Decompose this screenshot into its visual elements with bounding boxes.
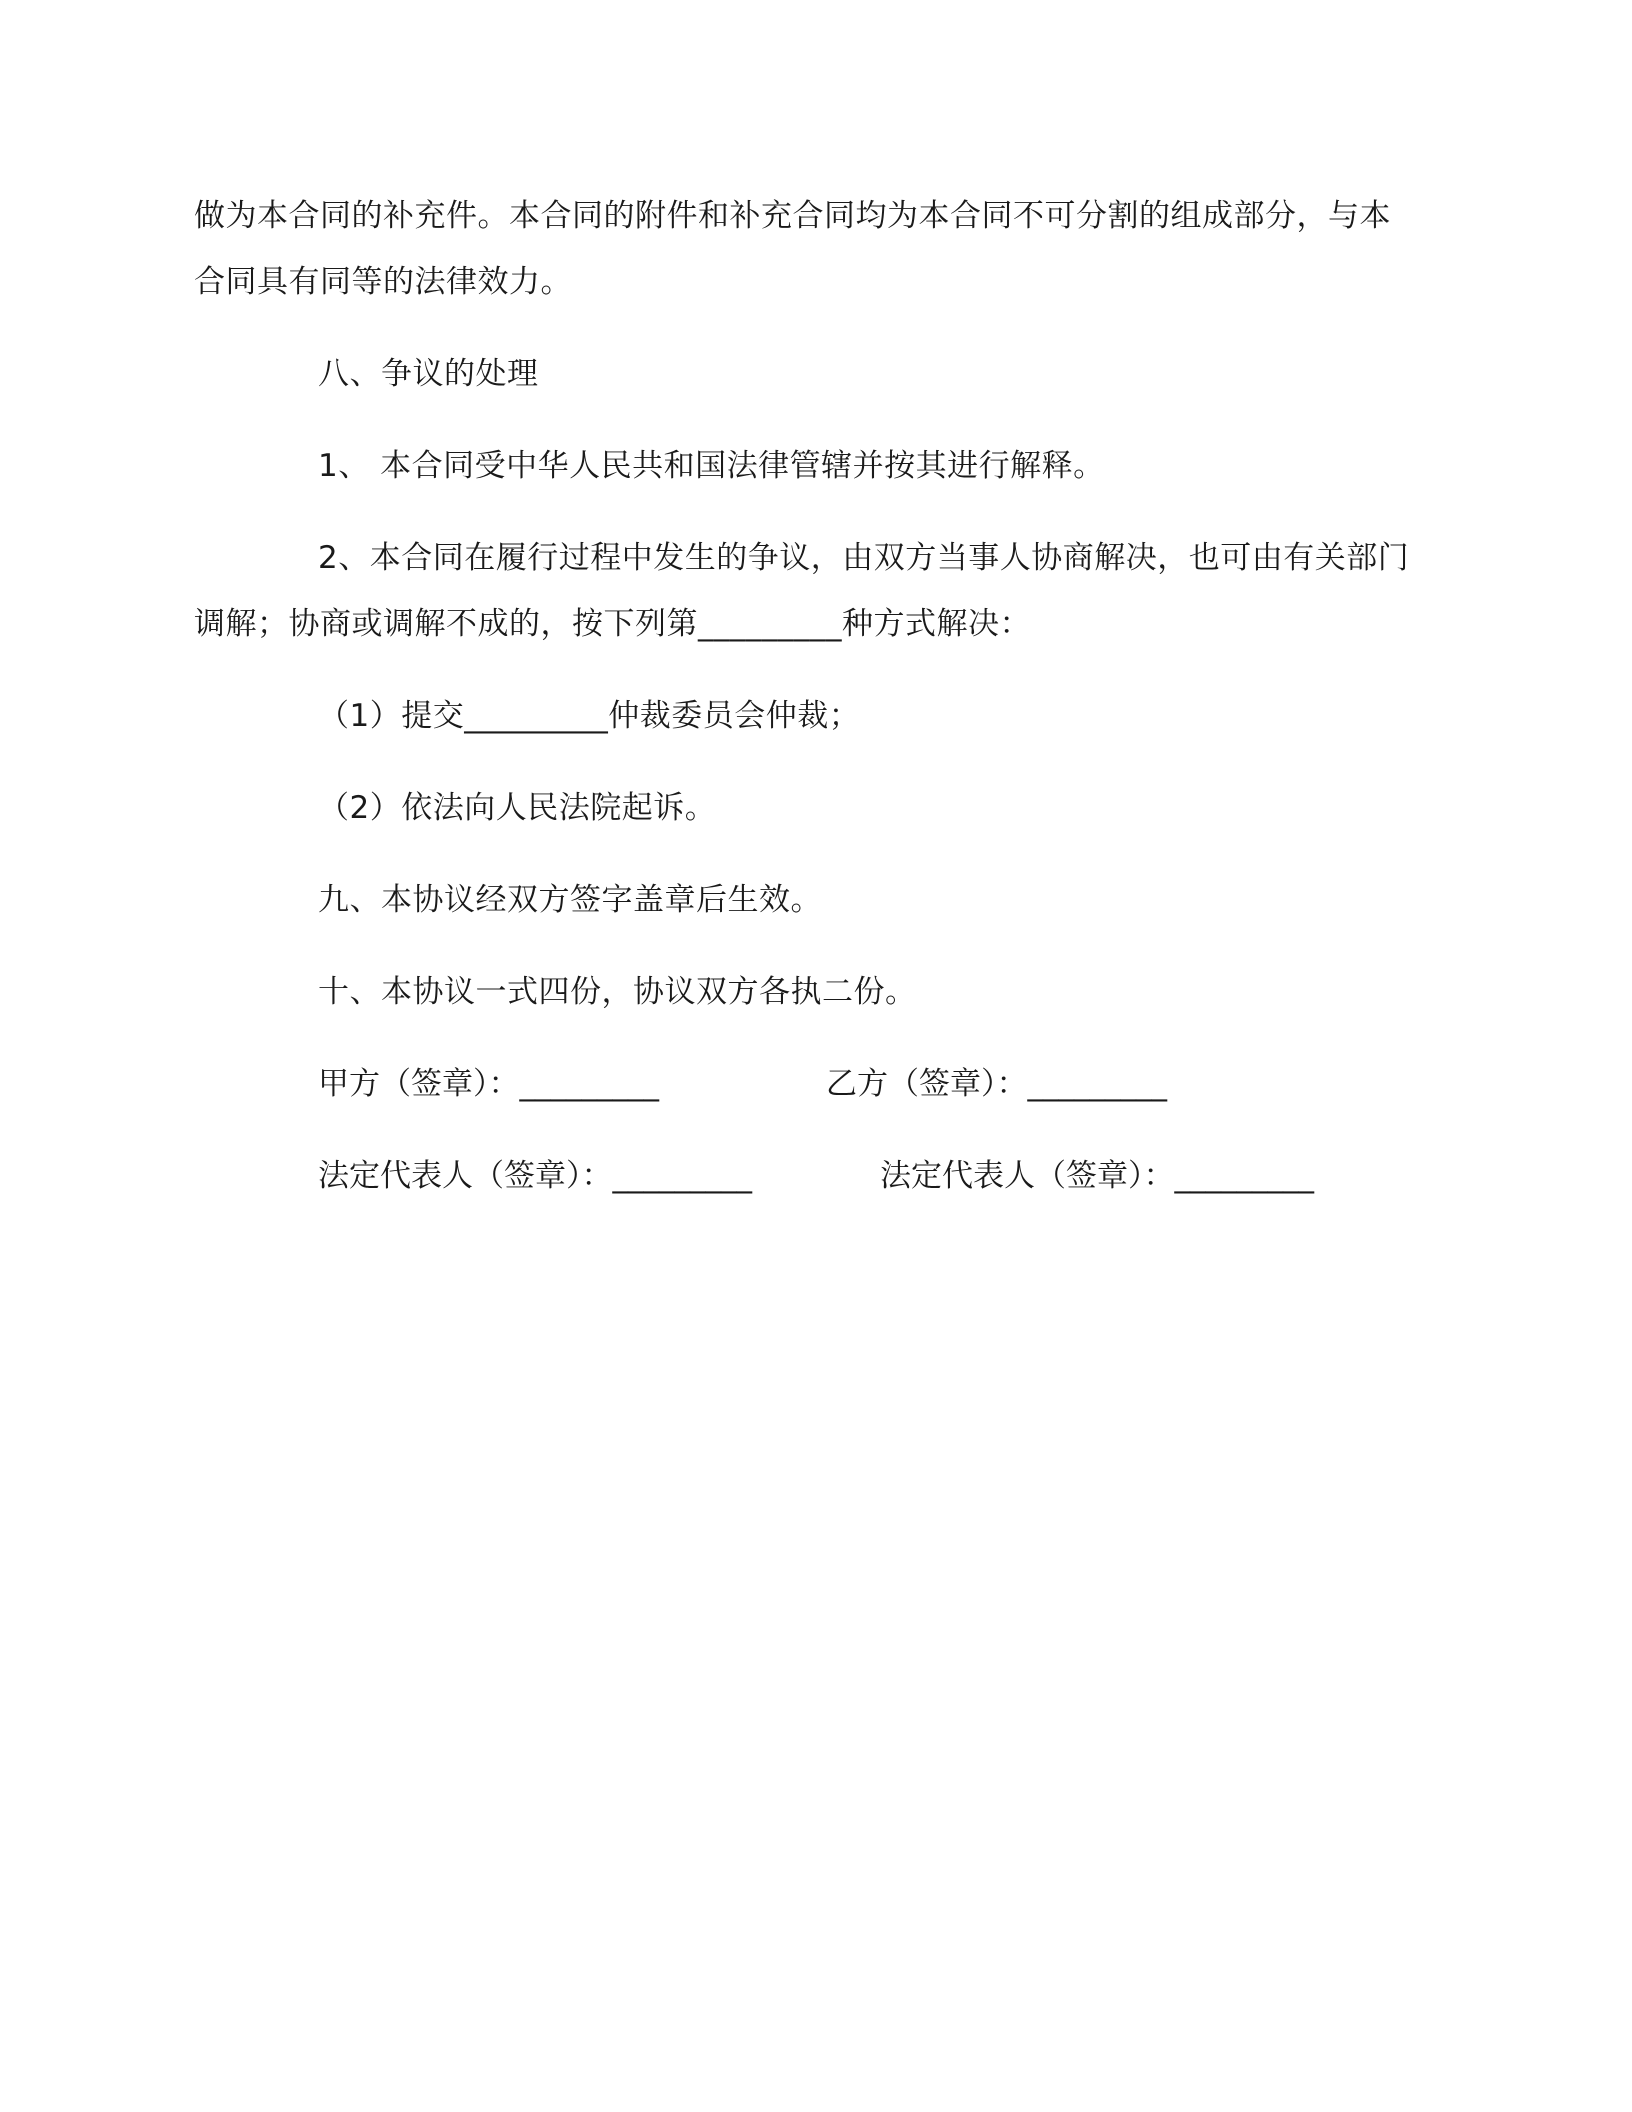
option-1-arbitration: （1）提交_________仲裁委员会仲裁；: [318, 698, 861, 734]
section-9: 九、本协议经双方签字盖章后生效。: [318, 882, 822, 918]
section-8-heading: 八、争议的处理: [318, 356, 539, 392]
party-b-signature: 乙方（签章）：_________: [826, 1066, 1167, 1102]
option-2-litigation: （2）依法向人民法院起诉。: [318, 790, 717, 826]
party-b-representative-signature: 法定代表人（签章）：_________: [880, 1158, 1314, 1194]
party-a-signature: 甲方（签章）：_________: [318, 1066, 659, 1102]
section-10: 十、本协议一式四份，协议双方各执二份。: [318, 974, 917, 1010]
clause-2-line-2: 调解；协商或调解不成的，按下列第_________种方式解决：: [194, 606, 1031, 642]
paragraph-continuation-line-1: 做为本合同的补充件。本合同的附件和补充合同均为本合同不可分割的组成部分，与本: [194, 198, 1391, 234]
clause-2-line-1: 2、本合同在履行过程中发生的争议，由双方当事人协商解决，也可由有关部门: [318, 540, 1410, 576]
party-a-representative-signature: 法定代表人（签章）：_________: [318, 1158, 752, 1194]
paragraph-continuation-line-2: 合同具有同等的法律效力。: [194, 264, 572, 300]
clause-1: 1、 本合同受中华人民共和国法律管辖并按其进行解释。: [318, 448, 1105, 484]
